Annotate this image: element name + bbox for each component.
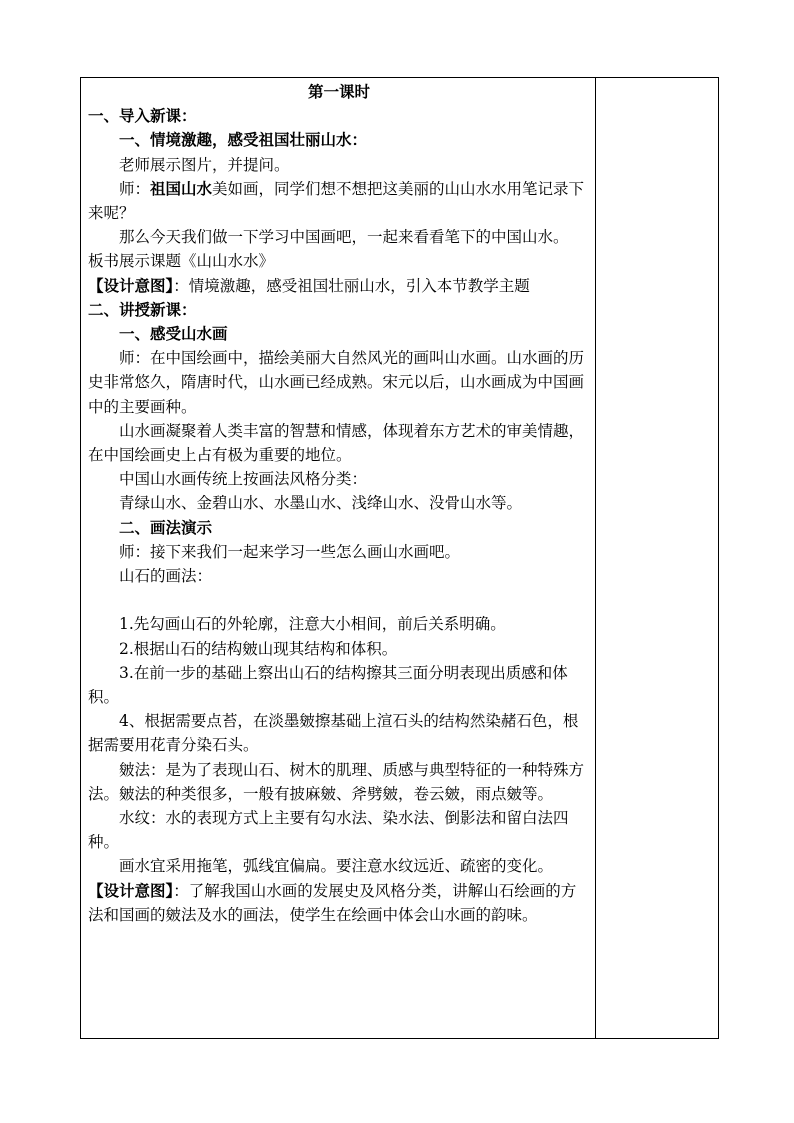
design-intent-text: ：情境激趣，感受祖国壮丽山水，引入本节教学主题 xyxy=(173,276,530,295)
section2-paragraph-7: 皴法：是为了表现山石、树木的肌理、质感与典型特征的一种特殊方法。皴法的种类很多，一般有披麻皴、斧劈皴，卷云皴，雨点皴等。 xyxy=(88,760,585,803)
section1-paragraph-1: 老师展示图片，并提问。 xyxy=(119,155,290,174)
section1-design-intent xyxy=(88,274,590,298)
teacher-prefix: 师： xyxy=(119,179,151,198)
section1-paragraph-2 xyxy=(88,177,590,225)
notes-column xyxy=(596,78,719,1039)
section1-heading: 一、导入新课： xyxy=(88,106,197,126)
section2-paragraph-5: 师：接下来我们一起来学习一些怎么画山水画吧。 xyxy=(119,542,461,561)
section2-sub2-heading: 二、画法演示 xyxy=(119,517,213,537)
section2-sub1-heading: 一、感受山水画 xyxy=(119,324,228,344)
blank-line xyxy=(88,588,590,612)
step-1: 1.先勾画山石的外轮廓，注意大小相间，前后关系明确。 xyxy=(119,615,506,634)
paragraph-rest: 美如画，同学们想不想把这美丽的山山水水用笔记录下来呢？ xyxy=(88,179,585,223)
section2-paragraph-9: 画水宜采用拖笔，弧线宜偏扁。要注意水纹远近、疏密的变化。 xyxy=(119,857,554,876)
section2-heading: 二、讲授新课： xyxy=(88,299,197,319)
section2-paragraph-4: 青绿山水、金碧山水、水墨山水、浅绛山水、没骨山水等。 xyxy=(119,494,523,513)
section2-design-intent xyxy=(88,879,590,927)
section1-paragraph-4: 板书展示课题《山山水水》 xyxy=(88,252,275,271)
step-3: 3.在前一步的基础上察出山石的结构擦其三面分明表现出质感和体积。 xyxy=(88,663,568,707)
design-intent-label: 【设计意图】 xyxy=(88,275,174,295)
lesson-content-cell xyxy=(81,78,596,1039)
section2-paragraph-1: 师：在中国绘画中，描绘美丽大自然风光的画叫山水画。山水画的历史非常悠久，隋唐时代，山水画已经成熟。宋元以后，山水画成为中国画中的主要画种。 xyxy=(88,349,585,416)
emphasis-text: 祖国山水 xyxy=(150,178,213,198)
section1-paragraph-3: 那么今天我们做一下学习中国画吧，一起来看看笔下的中国山水。 xyxy=(119,228,569,247)
section2-paragraph-2: 山水画凝聚着人类丰富的智慧和情感，体现着东方艺术的审美情趣，在中国绘画史上占有极为重要的地位。 xyxy=(88,421,585,465)
step-4: 4、根据需要点苔，在淡墨皴擦基础上渲石头的结构然染赭石色，根据需要用花青分染石头。 xyxy=(88,712,579,755)
design-intent-text: ：了解我国山水画的发展史及风格分类，讲解山石绘画的方法和国画的皴法及水的画法，使学生在绘画中体会山水画的韵味。 xyxy=(88,881,577,924)
section1-sub1-heading: 一、情境激趣，感受祖国壮丽山水： xyxy=(119,130,368,150)
lesson-title: 第一课时 xyxy=(307,82,370,101)
lesson-plan-table xyxy=(80,77,719,1039)
section2-paragraph-8: 水纹：水的表现方式上主要有勾水法、染水法、倒影法和留白法四种。 xyxy=(88,809,569,852)
design-intent-label: 【设计意图】 xyxy=(88,880,174,900)
lesson-content xyxy=(81,78,595,927)
step-2: 2.根据山石的结构皴山现其结构和体积。 xyxy=(119,639,398,658)
section2-paragraph-6: 山石的画法： xyxy=(119,567,213,586)
section2-paragraph-3: 中国山水画传统上按画法风格分类： xyxy=(119,470,368,489)
